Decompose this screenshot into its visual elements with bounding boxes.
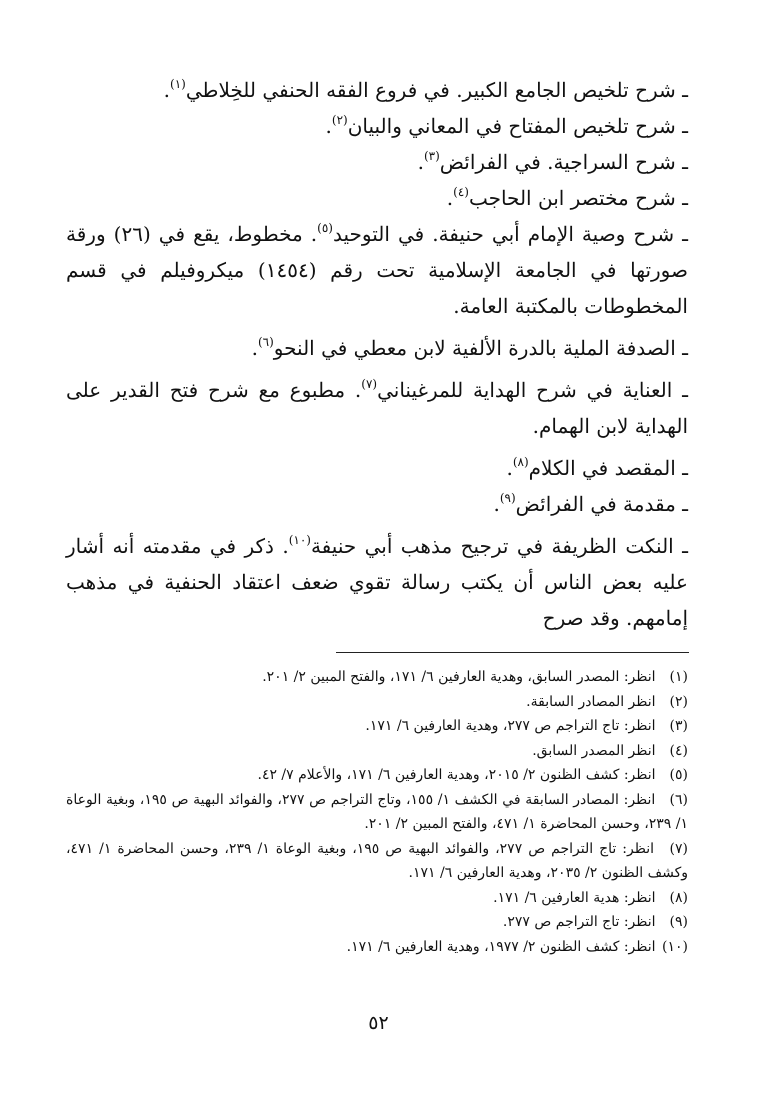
footnote-text: انظر: هدية العارفين ٦/ ١٧١. (493, 889, 656, 906)
list-item: ـ شرح تلخيص المفتاح في المعاني والبيان$^{(٢)}$. (325, 113, 688, 138)
footnote (66, 837, 688, 886)
footnote-ref: (١٠) (288, 533, 311, 547)
footnote (66, 665, 688, 690)
footnote-ref: (٣) (423, 149, 440, 163)
footnote-number: (٧) (669, 840, 689, 857)
footnotes (66, 665, 688, 959)
footnote (66, 763, 688, 788)
footnote (66, 690, 688, 715)
footnote-number: (٢) (669, 693, 688, 710)
footnote-ref: (٤) (453, 185, 469, 199)
footnote-number: (٥) (669, 767, 688, 783)
list-item: ـ شرح تلخيص الجامع الكبير. في فروع الفقه الحنفي للخِلاطي$^{(١)}$. (163, 77, 688, 102)
footnote-ref: (٧) (361, 377, 378, 391)
footnote-ref: (٢) (331, 113, 348, 127)
footnote-text: انظر: المصدر السابق، وهدية العارفين ٦/ ١٧١، والفتح المبين ٢/ ٢٠١. (262, 669, 656, 685)
page-number: ٥٢ (368, 1012, 389, 1034)
footnote-ref: (٨) (512, 455, 529, 469)
list-item: ـ شرح مختصر ابن الحاجب$^{(٤)}$. (446, 185, 688, 210)
footnote-text: انظر: كشف الظنون ٢/ ٢٠١٥، وهدية العارفين ٦/ ١٧١، والأعلام ٧/ ٤٢. (257, 767, 656, 783)
footnote-divider (336, 652, 689, 653)
footnote-number: (٦) (669, 791, 688, 808)
footnote-ref: (٦) (257, 335, 274, 349)
footnote-text: انظر: المصادر السابقة في الكشف ١/ ١٥٥، وتاج التراجم ص ٢٧٧، والفوائد البهية ص ١٩٥، وبغية الوعاة ١/ ٢٣٩، وحسن المحاضرة ١/ ٤٧١، والفتح المبين ٢/ ٢٠١. (66, 791, 688, 832)
list-item: ـ شرح السراجية. في الفرائض$^{(٣)}$. (417, 149, 688, 174)
footnote-ref: (١) (170, 77, 186, 91)
footnote-number: (٣) (669, 718, 688, 734)
footnote (66, 739, 688, 764)
list-item: ـ شرح وصية الإمام أبي حنيفة. في التوحيد$^{(٥)}$. مخطوط، يقع في (٢٦) ورقة صورتها في الجامعة الإسلامية تحت رقم (١٤٥٤) ميكروفيلم في قسم المخطوطات بالمكتبة العامة. (66, 221, 688, 318)
footnote-number: (٩) (669, 914, 688, 930)
footnote-text: انظر: تاج التراجم ص ٢٧٧. (502, 914, 656, 930)
footnote-number: (٤) (669, 742, 688, 759)
footnote (66, 788, 688, 837)
footnote-text: انظر: تاج التراجم ص ٢٧٧، وهدية العارفين ٦/ ١٧١. (365, 718, 656, 734)
footnote-text: انظر المصادر السابقة. (526, 693, 656, 710)
list-item: ـ النكت الظريفة في ترجيح مذهب أبي حنيفة$^{(١٠)}$. ذكر في مقدمته أنه أشار عليه بعض الناس أن يكتب رسالة تقوي ضعف اعتقاد الحنفية في مذهب إمامهم. وقد صرح (66, 533, 688, 630)
footnote (66, 910, 688, 935)
footnote (66, 714, 688, 739)
footnote (66, 935, 688, 960)
footnote-ref: (٥) (317, 221, 333, 235)
footnote-number: (٨) (669, 889, 688, 906)
main-text (66, 72, 688, 636)
footnote-ref: (٩) (499, 491, 516, 505)
footnote (66, 886, 688, 911)
list-item: ـ المقصد في الكلام$^{(٨)}$. (506, 455, 688, 480)
list-item: ـ مقدمة في الفرائض$^{(٩)}$. (493, 491, 688, 516)
footnote-number: (١) (669, 669, 688, 685)
footnote-number: (١٠) (662, 938, 688, 955)
footnote-text: انظر المصدر السابق. (532, 742, 656, 759)
footnote-text: انظر: تاج التراجم ص ٢٧٧، والفوائد البهية ص ١٩٥، وبغية الوعاة ١/ ٢٣٩، وحسن المحاضرة ١/ ٤٧١، وكشف الظنون ٢/ ٢٠٣٥، وهدية العارفين ٦/ ١٧١. (66, 840, 688, 881)
list-item: ـ العناية في شرح الهداية للمرغيناني$^{(٧)}$. مطبوع مع شرح فتح القدير على الهداية لابن الهمام. (66, 377, 688, 438)
list-item: ـ الصدفة الملية بالدرة الألفية لابن معطي في النحو$^{(٦)}$. (251, 335, 688, 360)
footnote-text: انظر: كشف الظنون ٢/ ١٩٧٧، وهدية العارفين ٦/ ١٧١. (346, 938, 656, 955)
